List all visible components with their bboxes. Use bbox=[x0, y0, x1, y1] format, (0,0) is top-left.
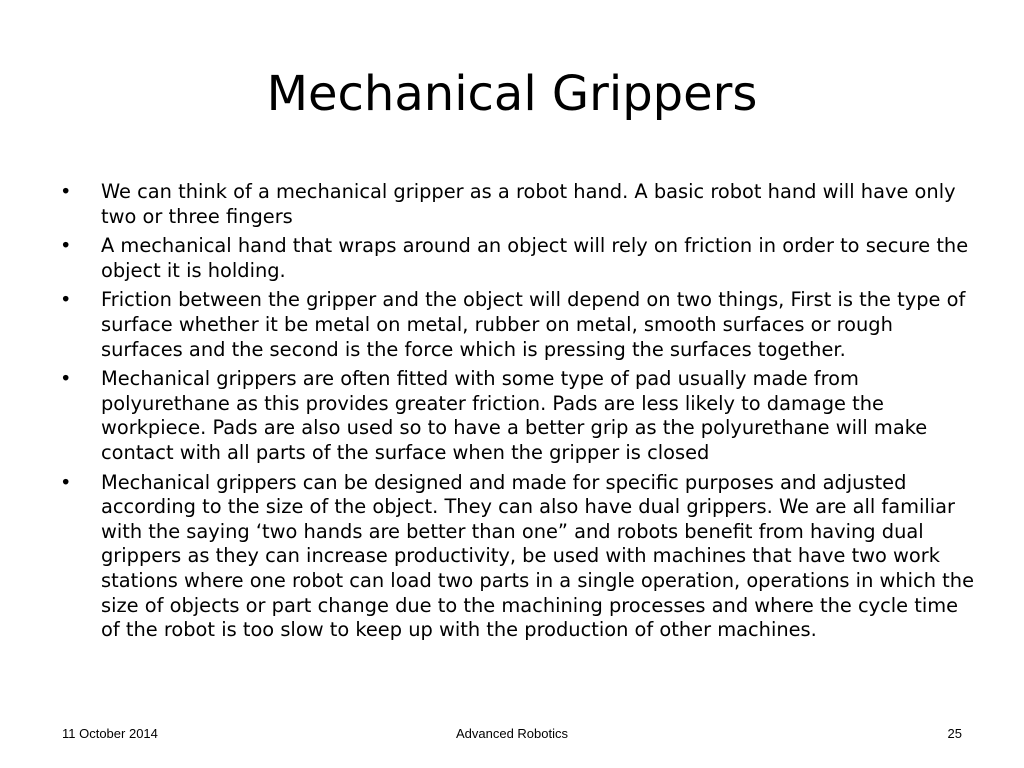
bullet-dot-icon: • bbox=[60, 367, 72, 391]
slide-title: Mechanical Grippers bbox=[266, 66, 758, 122]
bullet-dot-icon: • bbox=[60, 470, 72, 494]
bullet-list bbox=[60, 180, 975, 648]
bullet-item bbox=[60, 471, 975, 643]
bullet-dot-icon: • bbox=[60, 288, 72, 312]
footer-date: 11 October 2014 bbox=[62, 726, 158, 741]
bullet-text: Mechanical grippers are often fitted with some type of pad usually made from polyurethane as this provides greater friction. Pads are less likely to damage the workpiece. Pads are also used so to have a better grip as the polyurethane will make contact with all parts of the surface when the gripper is closed bbox=[101, 367, 928, 464]
footer-page-number: 25 bbox=[947, 726, 962, 741]
footer-title: Advanced Robotics bbox=[455, 726, 568, 741]
bullet-dot-icon: • bbox=[60, 180, 72, 203]
bullet-item bbox=[60, 180, 975, 229]
bullet-item bbox=[60, 234, 975, 283]
bullet-dot-icon: • bbox=[60, 234, 72, 258]
bullet-item bbox=[60, 288, 975, 362]
bullet-text: A mechanical hand that wraps around an object will rely on friction in order to secure the object it is holding. bbox=[101, 234, 969, 282]
bullet-text: Mechanical grippers can be designed and made for specific purposes and adjusted according to the size of the object. They can also have dual grippers. We are all familiar with the saying ‘two hands are better than one” and robots benefit from having dual grippers as they can increase productivity, be used with machines that have two work stations where one robot can load two parts in a single operation, operations in which the size of objects or part change due to the machining processes and where the cycle time of the robot is too slow to keep up with the production of other machines. bbox=[101, 470, 974, 642]
bullet-text: We can think of a mechanical gripper as a robot hand. A basic robot hand will have only two or three fingers bbox=[101, 180, 956, 228]
bullet-text: Friction between the gripper and the object will depend on two things, First is the type of surface whether it be metal on metal, rubber on metal, smooth surfaces or rough surfaces and the second is the force which is pressing the surfaces together. bbox=[101, 288, 966, 361]
bullet-item bbox=[60, 367, 975, 465]
